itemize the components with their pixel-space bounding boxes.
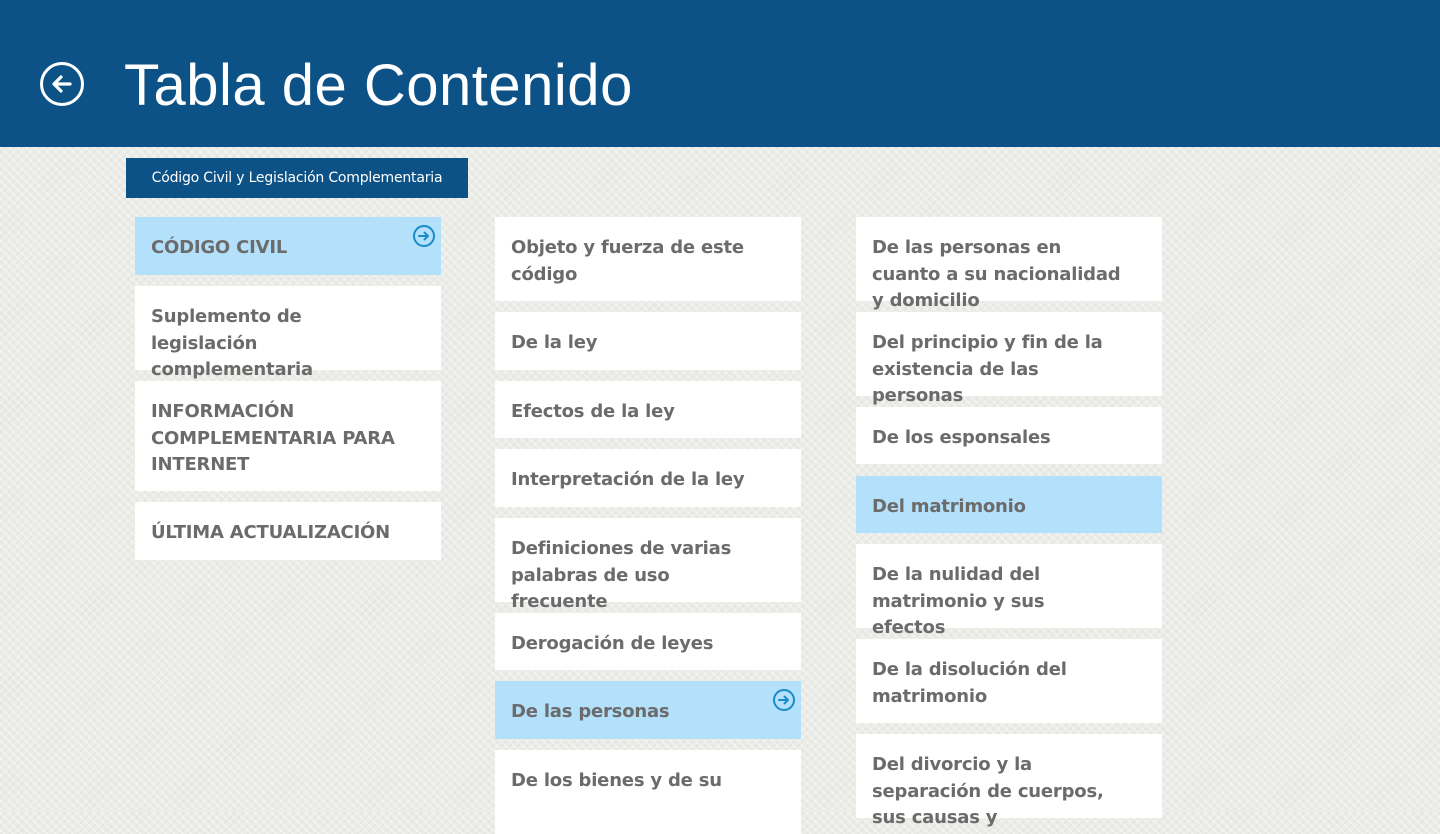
toc-item-principio-fin[interactable] [856,312,1162,406]
toc-item-label: Derogación de leyes [511,633,714,654]
toc-item-nacionalidad[interactable] [856,217,1162,311]
toc-item-objeto[interactable] [495,217,801,301]
arrow-right-icon [773,689,795,711]
arrow-right-icon [413,225,435,247]
toc-item-label: De la disolución del matrimonio [872,659,1067,707]
section-tag: Código Civil y Legislación Complementaria [126,158,468,198]
toc-item-suplemento[interactable] [135,286,441,380]
toc-item-de-las-personas[interactable] [495,681,801,739]
toc-item-label: Suplemento de legislación complementaria [151,306,313,380]
toc-item-label: Del divorcio y la separación de cuerpos, sus causas y [872,754,1104,828]
toc-item-definiciones[interactable] [495,518,801,612]
toc-item-label: De las personas [511,701,670,722]
toc-item-codigo-civil[interactable] [135,217,441,275]
toc-item-label: De la ley [511,332,598,353]
toc-item-label: Objeto y fuerza de este código [511,237,744,285]
toc-item-label: Del principio y fin de la existencia de las personas [872,332,1103,406]
toc-viewport[interactable] [0,200,1440,828]
toc-item-label: Del matrimonio [872,496,1026,517]
toc-item-divorcio[interactable] [856,734,1162,828]
toc-item-label: CÓDIGO CIVIL [151,237,288,258]
toc-item-label: Definiciones de varias palabras de uso frecuente [511,538,732,612]
toc-item-label: De las personas en cuanto a su nacionalidad y domicilio [872,237,1121,311]
toc-item-label: INFORMACIÓN COMPLEMENTARIA PARA INTERNET [151,401,395,475]
toc-item-matrimonio[interactable] [856,476,1162,533]
toc-item-label: Efectos de la ley [511,401,675,422]
toc-item-label: De la nulidad del matrimonio y sus efectos [872,564,1045,638]
page-title: Tabla de Contenido [124,53,633,118]
toc-item-de-los-bienes[interactable] [495,750,801,834]
toc-item-interpretacion[interactable] [495,449,801,507]
app-header [0,0,1440,147]
toc-item-label: Interpretación de la ley [511,469,745,490]
toc-item-nulidad[interactable] [856,544,1162,638]
toc-item-disolucion[interactable] [856,639,1162,723]
toc-item-ultima-actualizacion[interactable] [135,502,441,560]
toc-item-label: ÚLTIMA ACTUALIZACIÓN [151,522,391,543]
toc-item-informacion[interactable] [135,381,441,491]
toc-item-label: De los esponsales [872,427,1051,448]
back-arrow-icon [50,72,74,96]
toc-item-label: De los bienes y de su [511,770,722,791]
toc-item-de-la-ley[interactable] [495,312,801,370]
toc-item-efectos[interactable] [495,381,801,438]
toc-item-derogacion[interactable] [495,613,801,670]
toc-item-esponsales[interactable] [856,407,1162,464]
back-button[interactable] [40,62,84,106]
